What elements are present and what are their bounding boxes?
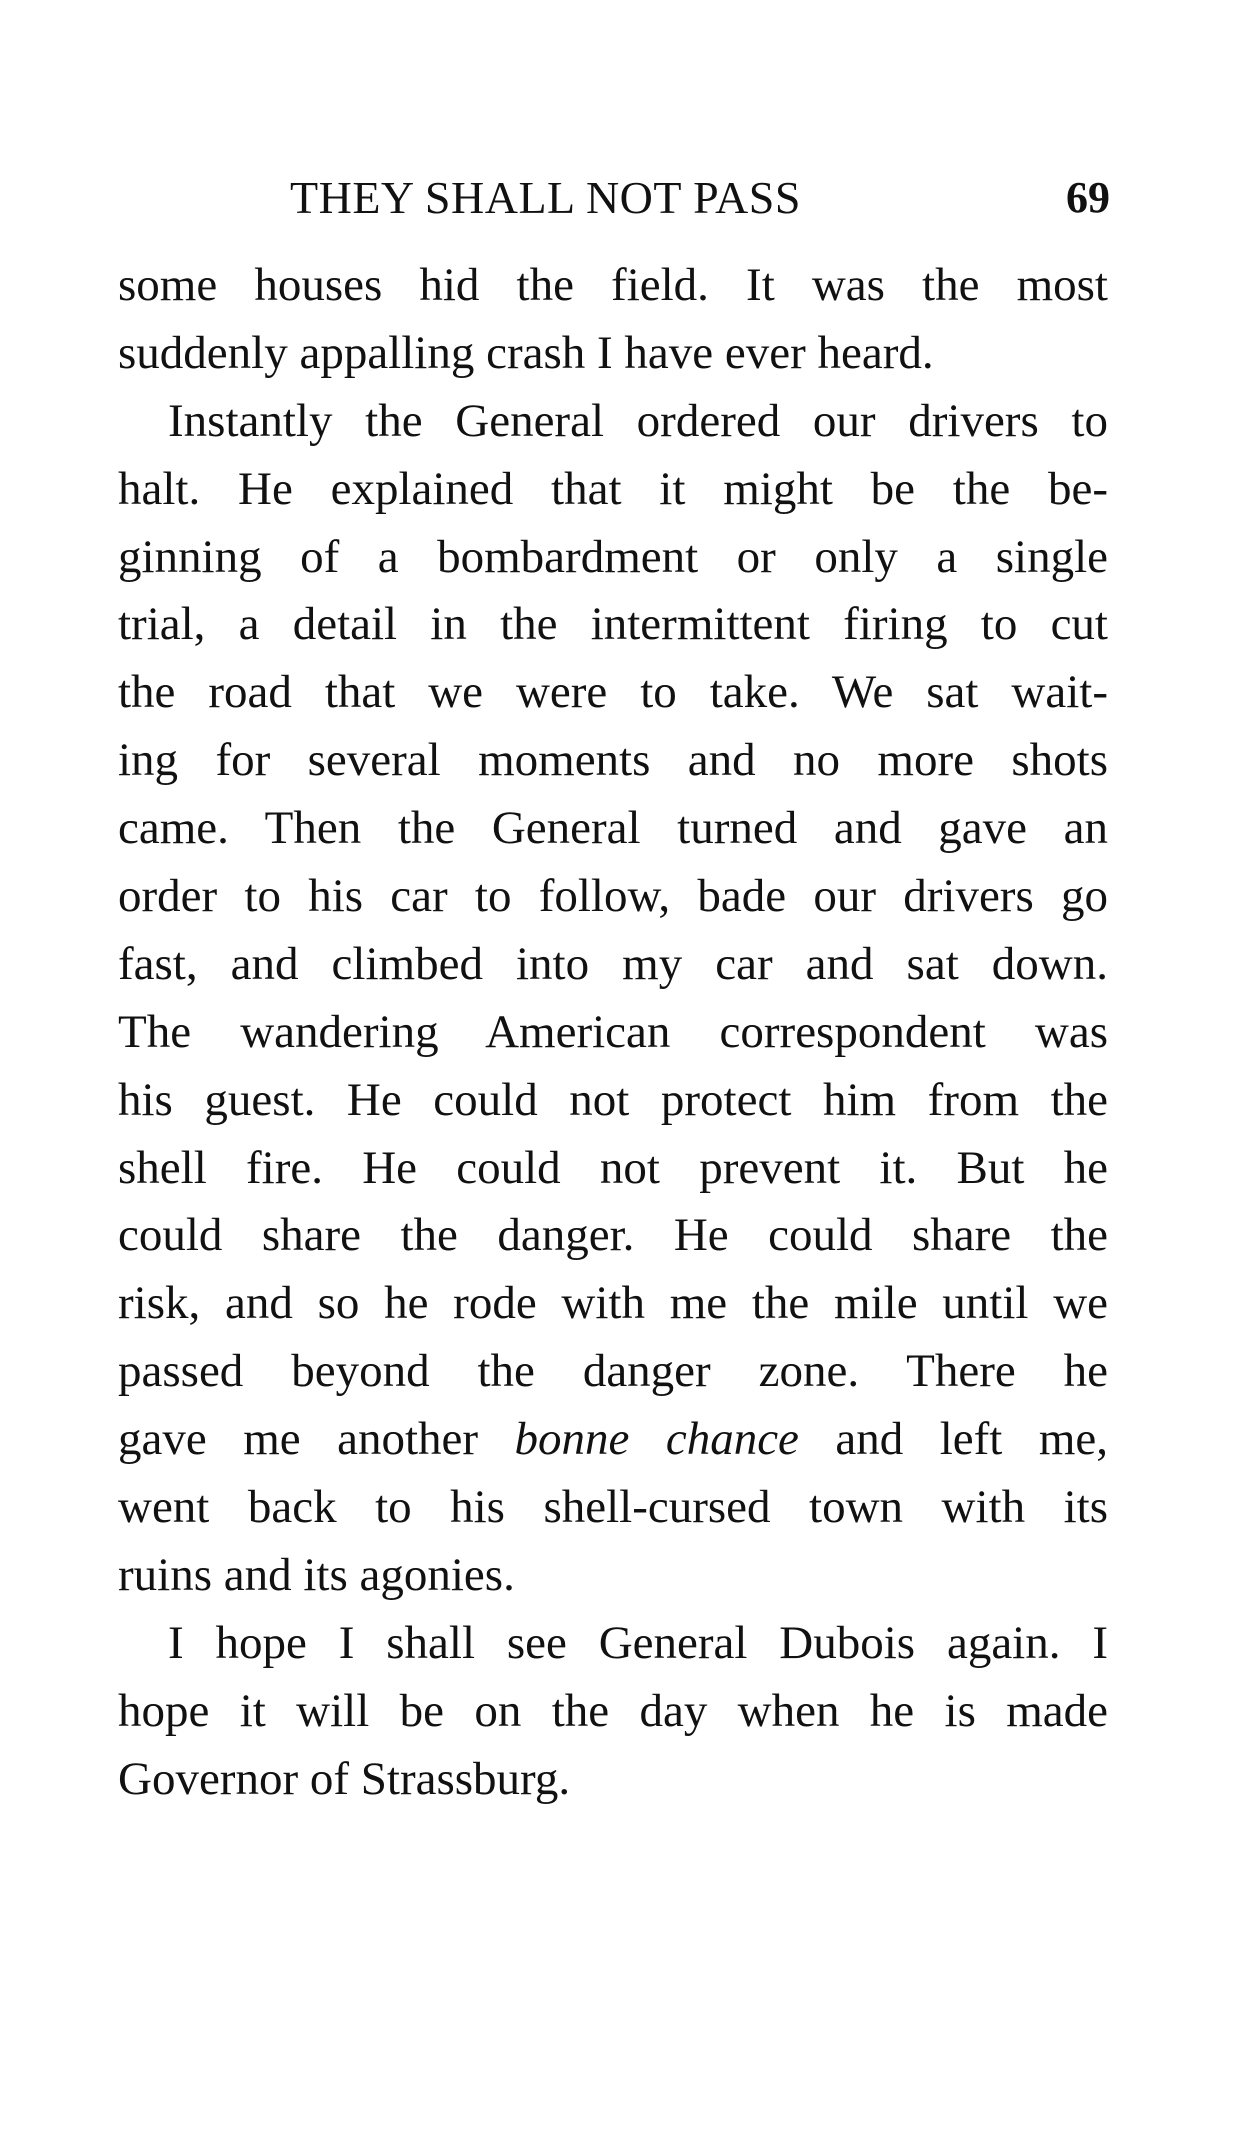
line-text-before: gave me another (118, 1413, 479, 1466)
text-line: Instantly the General ordered our drivers to (168, 394, 1108, 447)
body-text (118, 252, 1108, 1813)
paragraph-1 (118, 252, 1108, 388)
text-line: ruins and its agonies. (118, 1548, 515, 1601)
text-line: could share the danger. He could share the (118, 1209, 1108, 1262)
running-title: THEY SHALL NOT PASS (290, 172, 801, 223)
text-line: went back to his shell-cursed town with its (118, 1481, 1108, 1534)
text-line: ing for several moments and no more shots (118, 734, 1108, 787)
text-line: shell fire. He could not prevent it. But he (118, 1141, 1108, 1194)
line-text-after: and left me, (835, 1413, 1109, 1466)
text-line: some houses hid the field. It was the most (118, 259, 1108, 311)
text-line: risk, and so he rode with me the mile until we (118, 1277, 1108, 1330)
text-line: the road that we were to take. We sat wait- (118, 666, 1108, 719)
text-line: halt. He explained that it might be the be- (118, 462, 1108, 515)
page-header (290, 168, 1110, 228)
text-line: came. Then the General turned and gave an (118, 802, 1108, 855)
text-line: ginning of a bombardment or only a single (118, 530, 1108, 583)
text-line: his guest. He could not protect him from the (118, 1073, 1108, 1126)
text-line: trial, a detail in the intermittent firing to cut (118, 598, 1108, 651)
text-line: suddenly appalling crash I have ever heard. (118, 326, 934, 379)
text-line-with-italic (118, 1406, 1108, 1474)
text-line: passed beyond the danger zone. There he (118, 1345, 1108, 1398)
text-line: order to his car to follow, bade our drivers go (118, 870, 1108, 923)
text-line: The wandering American correspondent was (118, 1005, 1108, 1058)
text-line: I hope I shall see General Dubois again. I (168, 1616, 1108, 1669)
text-line: hope it will be on the day when he is made (118, 1684, 1108, 1737)
text-line: Governor of Strassburg. (118, 1752, 571, 1805)
paragraph-3 (118, 1610, 1108, 1814)
italic-phrase: bonne chance (514, 1413, 799, 1466)
text-line: fast, and climbed into my car and sat down. (118, 937, 1108, 990)
page-number: 69 (1066, 173, 1110, 222)
paragraph-2 (118, 388, 1108, 1610)
